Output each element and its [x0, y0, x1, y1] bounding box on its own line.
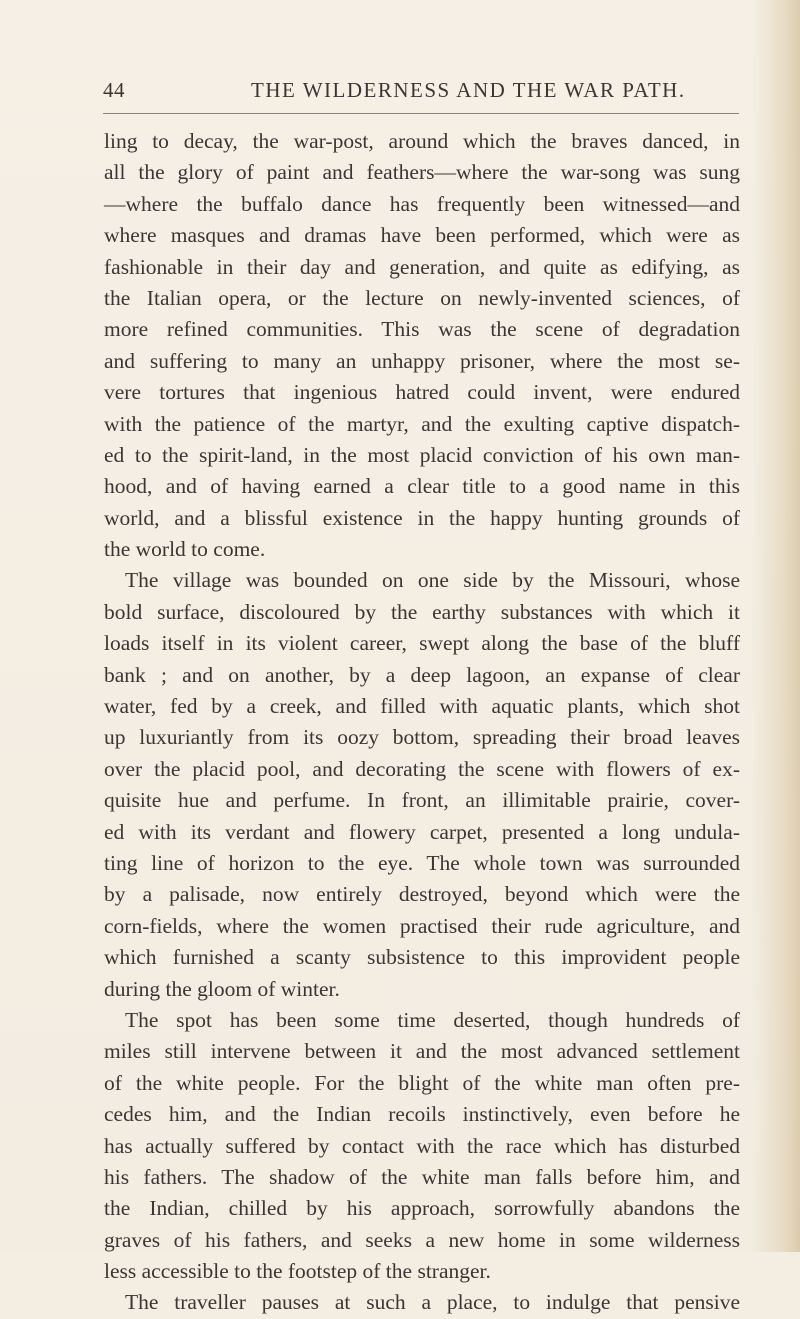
text-line: of the white people. For the blight of the white man often pre-	[104, 1070, 740, 1095]
text-line: more refined communities. This was the scene of degradation	[104, 317, 740, 342]
page-number: 44	[103, 78, 125, 102]
header-rule	[103, 113, 739, 114]
text-line: up luxuriantly from its oozy bottom, spreading their broad leaves	[104, 725, 740, 750]
text-line: his fathers. The shadow of the white man falls before him, and	[104, 1164, 740, 1189]
text-line: the world to come.	[104, 537, 266, 562]
text-line: during the gloom of winter.	[104, 976, 340, 1001]
text-line: loads itself in its violent career, swept along the base of the bluff	[104, 631, 740, 656]
text-line: hood, and of having earned a clear title to a good name in this	[104, 474, 740, 499]
text-line: The spot has been some time deserted, though hundreds of	[125, 1007, 740, 1032]
text-line: —where the buffalo dance has frequently been witnessed—and	[104, 191, 740, 216]
text-line: bank ; and on another, by a deep lagoon, an expanse of clear	[104, 662, 740, 687]
text-line: quisite hue and perfume. In front, an illimitable prairie, cover-	[104, 788, 740, 813]
text-line: ting line of horizon to the eye. The whole town was surrounded	[104, 850, 740, 875]
text-line: miles still intervene between it and the most advanced settlement	[104, 1039, 740, 1064]
text-line: corn-fields, where the women practised their rude agriculture, and	[104, 913, 740, 938]
running-head: THE WILDERNESS AND THE WAR PATH.	[251, 78, 686, 102]
text-line: fashionable in their day and generation, and quite as edifying, as	[104, 254, 740, 279]
text-line: graves of his fathers, and seeks a new home in some wilderness	[104, 1227, 740, 1252]
text-line: with the patience of the martyr, and the exulting captive dispatch-	[104, 411, 740, 436]
text-line: The traveller pauses at such a place, to indulge that pensive	[125, 1290, 740, 1315]
text-line: ed to the spirit-land, in the most placid conviction of his own man-	[104, 442, 740, 467]
body-text	[104, 126, 740, 1319]
text-line: by a palisade, now entirely destroyed, beyond which were the	[104, 882, 740, 907]
text-line: water, fed by a creek, and filled with aquatic plants, which shot	[104, 694, 740, 719]
text-line: over the placid pool, and decorating the scene with flowers of ex-	[104, 756, 740, 781]
page-header	[103, 74, 739, 108]
text-line: the Indian, chilled by his approach, sorrowfully abandons the	[104, 1196, 740, 1221]
text-line: less accessible to the footstep of the stranger.	[104, 1259, 491, 1284]
text-line: and suffering to many an unhappy prisoner, where the most se-	[104, 348, 740, 373]
text-line: all the glory of paint and feathers—where the war-song was sung	[104, 160, 740, 185]
text-line: where masques and dramas have been performed, which were as	[104, 223, 740, 248]
text-line: world, and a blissful existence in the happy hunting grounds of	[104, 505, 740, 530]
text-line: cedes him, and the Indian recoils instinctively, even before he	[104, 1102, 740, 1127]
text-line: ed with its verdant and flowery carpet, presented a long undula-	[104, 819, 740, 844]
text-line: ling to decay, the war-post, around which the braves danced, in	[104, 129, 740, 153]
text-line: vere tortures that ingenious hatred could invent, were endured	[104, 380, 740, 405]
text-line: which furnished a scanty subsistence to this improvident people	[104, 945, 740, 970]
text-line: has actually suffered by contact with the race which has disturbed	[104, 1133, 740, 1158]
text-line: The village was bounded on one side by the Missouri, whose	[125, 568, 740, 593]
text-line: the Italian opera, or the lecture on newly-invented sciences, of	[104, 285, 740, 310]
text-line: bold surface, discoloured by the earthy substances with which it	[104, 599, 740, 624]
